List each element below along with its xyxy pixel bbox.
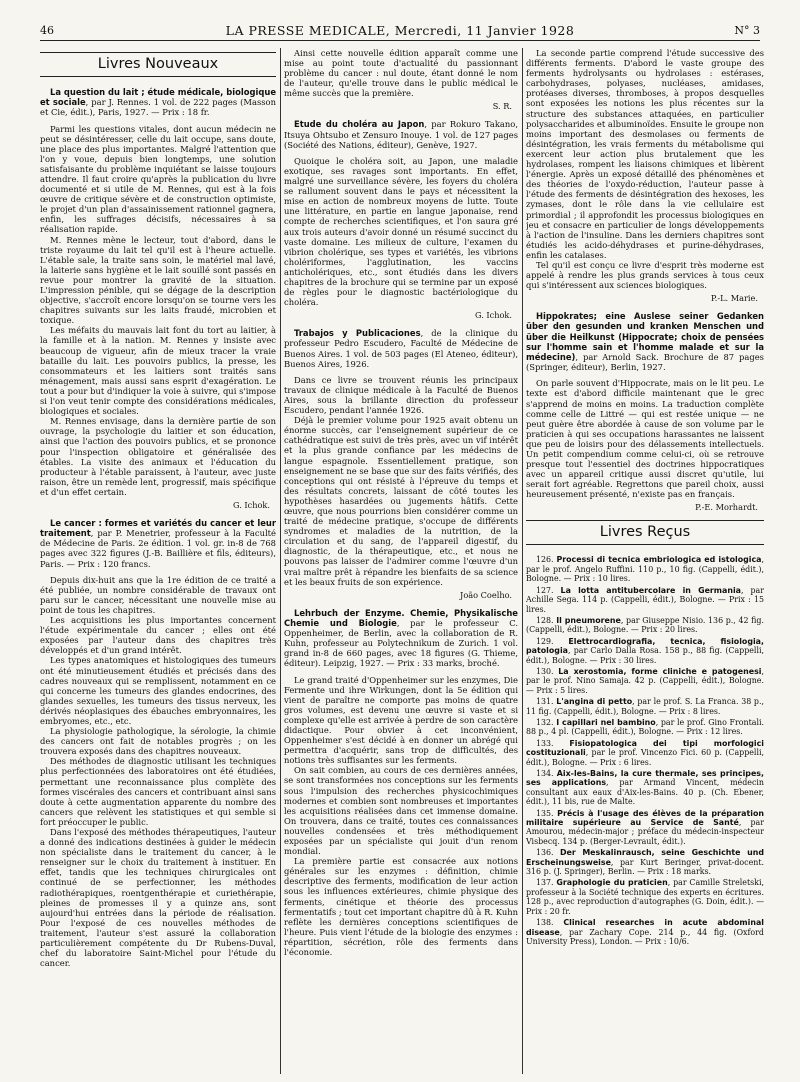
review-entry [526, 311, 764, 512]
received-book-title: I capillari nel bambino [556, 717, 656, 727]
received-books-list [526, 555, 764, 946]
received-book-item [526, 637, 764, 665]
issue-number: N° 3 [734, 23, 760, 37]
received-book-details: , par le prof. Nino Samaja. 42 p. (Cappelli, édit.), Bologne. — Prix : 5 lires. [526, 666, 764, 695]
review-title: La question du lait ; étude médicale, biologique et sociale [40, 87, 276, 108]
received-book-number: 127. [536, 585, 554, 595]
received-book-item [526, 809, 764, 847]
review-signature: G. Ichok. [474, 310, 512, 321]
review-entry [284, 328, 518, 599]
received-book-item [526, 878, 764, 916]
received-book-number: 129. [536, 636, 554, 646]
received-book-title: Fisiopatologica dei tipi morfologici costituzionali [526, 738, 764, 758]
received-book-item [526, 697, 764, 716]
received-book-title: Elettrocardiografia, tecnica, fisiologia, patologia [526, 636, 764, 656]
received-book-number: 132. [536, 717, 554, 727]
received-book-details: , par Kurt Beringer, privat-docent. 316 p. (J. Springer), Berlin. — Prix : 18 marks. [526, 857, 764, 877]
review-title: Lehrbuch der Enzyme. Chemie, Physikalische Chemie und Biologie [284, 607, 518, 628]
review-paragraph: Le grand traité d'Oppenheimer sur les enzymes, Die Fermente und ihre Wirkungen, dont la 5e édition qui vient de paraître ne comporte pas moins de quatre gros volumes, est devenu une œuvre si vaste et si complexe qu'elle est arrivée à perdre de son caractère didactique. Pour obvier à cet inconvénient, Oppenheimer s'est décidé à en donner un abrégé qui permettra d'acquérir, sans trop de difficultés, des notions très suffisantes sur les ferments. [284, 674, 518, 766]
received-book-details: , par Armand Vincent, médecin consultant aux eaux d'Aix-les-Bains. 40 p. (Ch. Ebener, édit.), 11 bis, rue de Malte. [526, 778, 764, 807]
review-paragraph: M. Rennes mène le lecteur, tout d'abord, dans le triste royaume du lait tel qu'il est à l'heure actuelle. L'étable sale, la traite sans soin, le matériel mal lavé, la laiterie sans hygiène et le lait souillé sont passés en revue pour montrer la gravité de la situation. L'impression pénible, qui se dégage de la description objective, s'accroît encore lorsqu'on se tourne vers les chapitres suivants sur les laits fraudé, microbien et toxique. [40, 234, 276, 326]
review-paragraph: M. Rennes envisage, dans la dernière partie de son ouvrage, la psychologie du laitier et son éducation, ainsi que l'action des pouvoirs publics, et se prononce pour l'inspection obligatoire et généralisée des étables. La visite des animaux et l'éducation du producteur à l'étable paraissent, à l'auteur, avec juste raison, être un remède lent, progressif, mais spécifique et d'un effet certain. [40, 416, 276, 497]
masthead-title: LA PRESSE MEDICALE, Mercredi, 11 Janvier 1928 [225, 22, 575, 38]
received-book-item [526, 718, 764, 737]
received-book-number: 134. [536, 769, 554, 779]
received-book-number: 131. [536, 697, 554, 707]
section-heading-livres-nouveaux: Livres Nouveaux [40, 52, 276, 77]
review-paragraph: On parle souvent d'Hippocrate, mais on le lit peu. Le texte est d'abord difficile maintenant que le grec s'apprend de moins en moins. La traduction complète comme celle de Littré — qui est restée unique — ne peut guère être abordée à cause de son volume par le praticien à qui ses occupations harassantes ne laissent que peu de loisirs pour des délassements intellectuels. Un petit compendium comme celui-ci, où se retrouve presque tout l'essentiel des doctrines hippocratiques avec un appareil critique aussi discret qu'utile, lui serait fort agréable. Regrettons que pareil choix, aussi heureusement présenté, n'existe pas en français. [526, 378, 764, 500]
received-book-item [526, 586, 764, 614]
review-paragraph: Les méfaits du mauvais lait font du tort au laitier, à la famille et à la nation. M. Rennes y insiste avec beaucoup de vigueur, afin de mieux tracer la vraie bataille du lait. Les pouvoirs publics, la presse, les consommateurs et les laitiers sont traités sans ménagement, mais aussi sans esprit d'exagération. Le tout a pour but d'indiquer la voie à suivre, qui s'impose si l'on veut tenir compte des considérations médicales, biologiques et sociales. [40, 325, 276, 417]
received-book-details: , par le prof. S. La Franca. 38 p., 11 fig. (Cappelli, édit.), Bologne. — Prix : 8 lires. [526, 697, 764, 716]
review-meta: , par P. Menetrier, professeur à la Faculté de Médecine de Paris. 2e édition. 1 vol. gr. in-8 de 768 pages avec 322 figures (J.-B. Baillière et fils, éditeurs), Paris. — Prix : 120 francs. [40, 528, 276, 569]
received-book-title: Il pneumorene [556, 615, 621, 625]
review-entry [284, 119, 518, 320]
review-paragraph: Déjà le premier volume pour 1925 avait obtenu un énorme succès, car l'enseignement supérieur de ce cathédratique est suivi de très près, avec un vif intérêt et la plus grande confiance par les médecins de langue espagnole. Essentiellement pratique, son enseignement ne se base que sur des faits vérifiés, des conceptions qui ont résisté à l'épreuve du temps et des résultats concrets, laissant de côté toutes les hypothèses hasardées ou jugements hâtifs. Cette œuvre, que nous pourrions bien considérer comme un traité de médecine pratique, s'occupe de différents syndromes et maladies de la nutrition, de la circulation et du sang, de l'appareil digestif, du diagnostic, de la thérapeutique, etc., et nous ne pouvons pas laisser de l'admirer comme l'œuvre d'un vrai maître prêt à répandre les bienfaits de sa science et les beaux fruits de son expérience. [284, 415, 518, 587]
received-book-details: , par Camille Streletski, professeur à la Société technique des experts en écritures. 128 p., avec reproduction d'autographes (G. Doin, édit.). — Prix : 20 fr. [526, 878, 764, 916]
received-book-number: 135. [536, 808, 554, 818]
review-entry [284, 608, 518, 957]
review-signature: P.-E. Morhardt. [695, 502, 758, 513]
received-book-number: 133. [536, 738, 554, 748]
review-paragraph: Ainsi cette nouvelle édition apparaît comme une mise au point toute d'actualité du passionnant problème du cancer : nul doute, étant donné le nom de l'auteur, qu'elle trouve dans le public médical le même succès que la première. [284, 48, 518, 99]
review-paragraph: Les acquisitions les plus importantes concernent l'étude expérimentale du cancer ; elles ont été exposées par l'auteur dans des chapitres très développés et d'un grand intérêt. [40, 615, 276, 656]
received-book-number: 138. [536, 918, 554, 928]
received-book-details: , par le prof. Gino Frontali. 88 p., 4 pl. (Cappelli, édit.), Bologne. — Prix : 12 lires. [526, 717, 764, 737]
review-paragraph: Depuis dix-huit ans que la 1re édition de ce traité a été publiée, un nombre considérable de travaux ont paru sur le cancer, nécessitant une nouvelle mise au point de tous les chapitres. [40, 574, 276, 615]
review-title: Etude du choléra au Japon [294, 119, 425, 130]
received-book-title: Clinical researches in acute abdominal disease [526, 918, 764, 937]
review-paragraph: La première partie est consacrée aux notions générales sur les enzymes : définition, chimie descriptive des ferments, modification de leur action sous les influences extérieures, chimie physique des ferments, cinétique et théorie des processus fermentatifs ; tout cet important chapitre dû à R. Kuhn reflète les dernières conceptions scientifiques de l'heure. Puis vient l'étude de la biologie des enzymes : répartition, sécrétion, rôle des ferments dans l'économie. [284, 856, 518, 958]
page-number: 46 [40, 23, 54, 37]
received-book-title: Aix-les-Bains, la cure thermale, ses principes, ses applications [526, 769, 764, 788]
review-paragraph: Dans ce livre se trouvent réunis les principaux travaux de clinique médicale à la Faculté de Buenos Aires, sous la brillante direction du professeur Escudero, pendant l'année 1926. [284, 374, 518, 416]
received-book-details: , par Zachary Cope. 214 p., 44 fig. (Oxford University Press), London. — Prix : 10/6. [526, 927, 764, 946]
review-paragraph: Quoique le choléra soit, au Japon, une maladie exotique, ses ravages sont importants. En effet, malgré une surveillance sévère, les foyers du choléra se rallument souvent dans le pays et nécessitent la mise en action de nombreux moyens de lutte. Toute une littérature, en partie en langue japonaise, rend compte de recherches scientifiques, et l'on saura gré aux trois auteurs d'avoir donné un résumé succinct du vaste domaine. Les milieux de culture, l'examen du vibrion cholérique, ses types et variétés, les vibrions cholériformes, l'agglutination, les vaccins anticholériques, etc., sont étudiés dans les divers chapitres de la brochure qui se termine par un exposé de règles pour le diagnostic bactériologique du choléra. [284, 155, 518, 308]
received-book-item [526, 739, 764, 767]
review-paragraph: Dans l'exposé des méthodes thérapeutiques, l'auteur a donné des indications destinées à guider le médecin non spécialiste dans le traitement du cancer, à le renseigner sur le choix du traitement à instituer. En effet, tandis que les techniques chirurgicales ont continué de se perfectionner, les méthodes radiothérapiques, roentgenthérapie et curiethérapie, pleines de promesses il y a quinze ans, sont aujourd'hui entrées dans la période de réalisation. Pour l'exposé de ces nouvelles méthodes de traitement, l'auteur s'est assuré la collaboration particulièrement compétente du Dr Rubens-Duval, chef du laboratoire Saint-Michel pour l'étude du cancer. [40, 827, 276, 969]
received-book-number: 137. [536, 878, 554, 888]
column-rule [522, 48, 523, 1074]
received-book-details: , par le prof. Vincenzo Fici. 60 p. (Cappelli, édit.), Bologne. — Prix : 6 lires. [526, 748, 764, 767]
review-signature: P.-L. Marie. [710, 293, 758, 304]
received-book-item [526, 667, 764, 695]
received-book-number: 128. [536, 615, 554, 625]
review-meta: , par le professeur C. Oppenheimer, de Berlin, avec la collaboration de R. Kuhn, professeur au Polytechnikum de Zurich. 1 vol. grand in-8 de 660 pages, avec 18 figures (G. Thieme, éditeur). Leipzig, 1927. — Prix : 33 marks, broché. [284, 617, 518, 669]
review-entry [40, 518, 276, 968]
received-book-item [526, 769, 764, 807]
received-book-details: , par Achille Sega. 114 p. (Cappelli, édit.), Bologne. — Prix : 15 lires. [526, 585, 764, 614]
received-book-title: La lotta antitubercolare in Germania [560, 585, 741, 595]
column-3 [526, 48, 764, 1074]
review-paragraph: On sait combien, au cours de ces dernières années, se sont transformées nos conceptions sur les ferments sous l'impulsion des recherches physicochimiques modernes et combien sont nombreuses et importantes les acquisitions réalisées dans cet immense domaine. On trouvera, dans ce traité, toutes ces connaissances nouvelles condensées et très méthodiquement exposées par un spécialiste qui jouit d'un renom mondial. [284, 765, 518, 857]
review-paragraph: Des méthodes de diagnostic utilisant les techniques plus perfectionnées des laboratoires ont été étudiées, permettant une reconnaissance plus complète des formes viscérales des cancers et contribuant ainsi sans doute à cette augmentation apparente du nombre des cancers que relèvent les statistiques et qui semble si fort préoccuper le public. [40, 756, 276, 827]
review-title: Hippokrates; eine Auslese seiner Gedanken über den gesunden und kranken Menschen und über die Heilkunst (Hippocrate; choix de pensées sur l'homme sain et l'homme malade et sur la médecine) [526, 311, 764, 363]
review-paragraph: Tel qu'il est conçu ce livre d'esprit très moderne est appelé à rendre les plus grands services à tous ceux qui s'intéressent aux sciences biologiques. [526, 259, 764, 291]
review-title: Le cancer : formes et variétés du cancer et leur traitement [40, 517, 276, 539]
received-book-title: Précis à l'usage des élèves de la préparation militaire supérieure au Service de Santé [526, 808, 764, 828]
page-header [40, 20, 760, 41]
received-book-item [526, 616, 764, 635]
review-signature: João Coelho. [460, 589, 512, 600]
column-1 [40, 48, 276, 1074]
received-book-item [526, 555, 764, 583]
received-book-title: Der Meskalinrausch, seine Geschichte und Erscheinungsweise [526, 848, 764, 867]
received-book-number: 126. [536, 555, 554, 565]
review-title: Trabajos y Publicaciones [294, 328, 421, 339]
received-book-number: 136. [536, 848, 554, 858]
review-paragraph: Parmi les questions vitales, dont aucun médecin ne peut se désintéresser, celle du lait occupe, sans doute, une place des plus importantes. Malgré l'attention que l'on y voue, depuis bien longtemps, une solution satisfaisante du problème inquiétant se laisse toujours attendre. Il faut croire qu'après la publication du livre documenté et si utile de M. Rennes, qui est à la fois œuvre de critique sévère et de construction optimiste, le projet d'un plan d'assainissement rationnel gagnera, enfin, les suffrages décisifs, nécessaires à sa réalisation rapide. [40, 123, 276, 235]
received-book-title: L'angina di petto [556, 697, 633, 707]
received-book-details: , par Carlo Dalla Rosa. 158 p., 88 fig. (Cappelli, édit.), Bologne. — Prix : 30 lires. [526, 646, 764, 665]
review-meta: , par J. Rennes. 1 vol. de 222 pages (Masson et Cie, édit.), Paris, 1927. — Prix : 18 fr. [40, 97, 276, 118]
received-book-item [526, 918, 764, 946]
review-entry [40, 87, 276, 510]
received-book-item [526, 848, 764, 876]
review-paragraph: Les types anatomiques et histologiques des tumeurs ont été minutieusement étudiés et précisés dans des cadres nouveaux qui se remplissent, notamment en ce qui concerne les tumeurs des glandes endocrines, des glandes sexuelles, les tumeurs des tissus nerveux, les dérivés néoplasiques des ébauches embryonnaires, les embryomes, etc., etc. [40, 655, 276, 726]
received-book-details: , par Amourou, médecin-major ; préface du médecin-inspecteur Visbecq. 134 p. (Berger-Levrault, édit.). [526, 818, 764, 846]
review-meta: , par Rokuro Takano, Itsuya Ohtsubo et Zensuro Inouye. 1 vol. de 127 pages (Société des Nations, éditeur), Genève, 1927. [284, 119, 518, 150]
review-signature: G. Ichok. [232, 499, 270, 510]
received-book-number: 130. [536, 666, 554, 676]
section-heading-livres-recus: Livres Reçus [526, 520, 764, 545]
review-signature: S. R. [492, 101, 512, 112]
received-book-title: Graphologie du praticien [556, 878, 668, 888]
review-paragraph: La physiologie pathologique, la sérologie, la chimie des cancers ont fait de notables progrès ; on les trouvera exposés dans des chapitres nouveaux. [40, 726, 276, 757]
review-meta: , par Arnold Sack. Brochure de 87 pages (Springer, éditeur), Berlin, 1927. [526, 352, 764, 373]
column-rule [280, 48, 281, 1074]
received-book-details: , par le prof. Angelo Ruffini. 110 p., 10 fig. (Cappelli, édit.), Bologne. — Prix : 10 lires. [526, 555, 764, 584]
received-book-title: La xerostomia, forme cliniche e patogenesi [558, 666, 762, 676]
received-book-details: , par Giuseppe Nisio. 136 p., 42 fig. (Cappelli, édit.), Bologne. — Prix : 20 lires. [526, 615, 764, 635]
received-book-title: Processi di tecnica embriologica ed istologica [556, 555, 762, 565]
column-2 [284, 48, 518, 1074]
review-meta: , de la clinique du professeur Pedro Escudero, Faculté de Médecine de Buenos Aires. 1 vol. de 503 pages (El Ateneo, éditeur), Buenos Aires, 1926. [284, 328, 518, 369]
review-paragraph: La seconde partie comprend l'étude successive des différents ferments. D'abord le vaste groupe des ferments hydrolysants ou hydrolases : estérases, carbohydrases, polyases, nucléases, amidases, protéases diverses, thromboses, à propos desquelles sont exposées les notions les plus récentes sur la structure des substances attaquées, en particulier polysaccharides et albuminoïdes. Ensuite le groupe non moins important des desmolases ou ferments de désintégration, les vrais ferments du métabolisme qui exercent leur action plus brutalement que les hydrolases, rompent les liaisons chimiques et libèrent l'énergie. Après un exposé détaillé des phénomènes et des théories de l'oxydo-réduction, l'auteur passe à l'étude des ferments de désintégration des hexoses, les zymases, dont le rôle dans la vie cellulaire est primordial ; il approfondit les processus biologiques en jeu et consacre en particulier de longs développements à l'action de l'insuline. Dans les derniers chapitres sont étudiés les acido-déhydrases et purine-déhydrases, enfin les catalases. [526, 48, 764, 260]
